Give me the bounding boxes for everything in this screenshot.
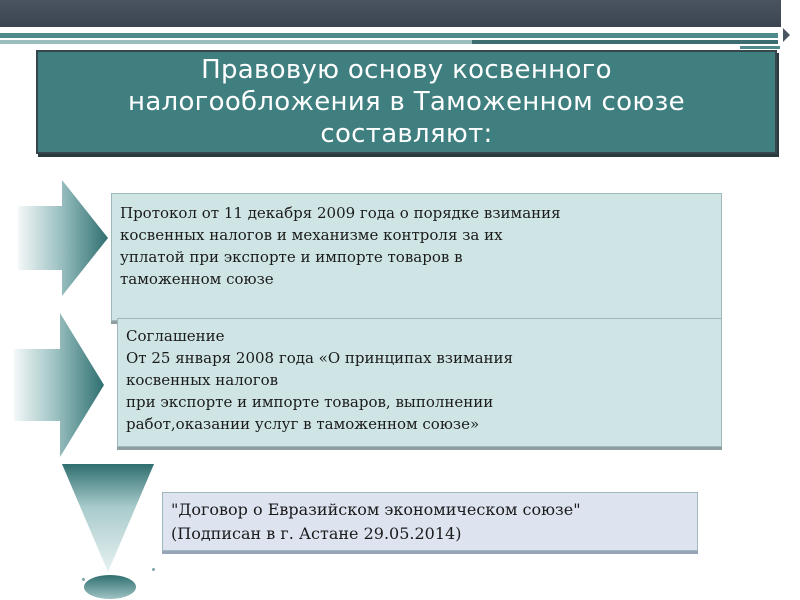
slide-title <box>128 54 685 150</box>
decorative-stripe <box>0 33 778 38</box>
item-text-line: работ,оказании услуг в таможенном союзе» <box>126 415 480 433</box>
decorative-dot <box>152 568 155 571</box>
item-text-line: От 25 января 2008 года «О принципах взимания <box>126 349 514 367</box>
decorative-stripe <box>0 40 472 44</box>
right-arrow-icon <box>18 180 110 298</box>
decorative-stripe <box>472 40 778 44</box>
item-text-line: Соглашение <box>126 327 225 345</box>
item-text-line: Протокол от 11 декабря 2009 года о порядке взимания <box>120 204 561 222</box>
slide-title-banner <box>36 50 777 154</box>
top-decorative-bar <box>0 0 781 27</box>
title-line: Правовую основу косвенного <box>201 55 612 85</box>
right-arrow-icon <box>14 313 106 458</box>
item-text-line: таможенном союзе <box>120 270 274 288</box>
item-text-line: косвенных налогов <box>126 371 279 389</box>
item-text-line: уплатой при экспорте и импорте товаров в <box>120 248 463 266</box>
legal-basis-item <box>117 318 722 447</box>
legal-basis-item <box>162 492 698 551</box>
decorative-stripe <box>740 46 780 49</box>
ellipse-icon <box>82 574 138 600</box>
item-text-line: при экспорте и импорте товаров, выполнении <box>126 393 494 411</box>
title-line: налогообложения в Таможенном союзе <box>128 87 685 117</box>
title-line: составляют: <box>320 119 493 149</box>
corner-mark-icon <box>783 28 790 42</box>
item-text-line: "Договор о Евразийском экономическом союзе" <box>171 500 581 519</box>
down-arrow-icon <box>60 462 156 574</box>
top-bar-gap <box>781 0 800 27</box>
item-text-line: (Подписан в г. Астане 29.05.2014) <box>171 524 462 543</box>
item-text-line: косвенных налогов и механизме контроля за их <box>120 226 503 244</box>
decorative-dot <box>82 578 85 581</box>
legal-basis-item <box>111 193 722 321</box>
